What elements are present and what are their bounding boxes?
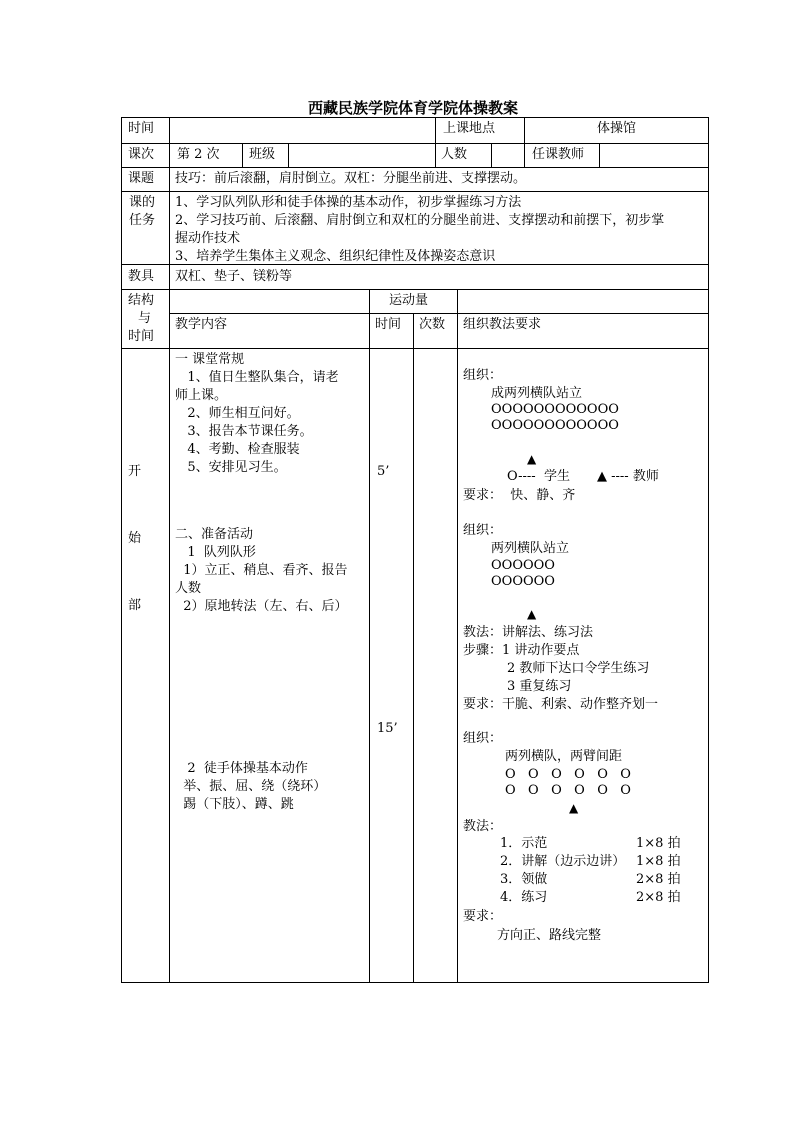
task-line: 1、学习队列队形和徒手体操的基本动作，初步掌握练习方法 (175, 195, 522, 210)
step-line: 步骤：1 讲动作要点 (463, 643, 580, 658)
formation-row: OOOOOO (491, 558, 555, 573)
formation-row: OOOOOO (491, 574, 555, 589)
requirement: 要求： 快、静、齐 (463, 488, 576, 503)
formation-row: O O O O O O (505, 783, 631, 798)
teacher-triangle-icon: ▲ (527, 607, 537, 621)
content-line: 1、值日生整队集合，请老 (175, 370, 339, 385)
content-line: 一 课堂常规 (175, 352, 245, 367)
structure-time-label: 与 (138, 311, 152, 326)
teacher-triangle-icon: ▲ (527, 452, 537, 466)
task-label-1: 课的 (129, 195, 156, 210)
content-line: 4、考勤、检查服装 (175, 442, 300, 457)
content-line: 二、准备活动 (175, 527, 254, 542)
org-desc: 成两列横队站立 (491, 386, 583, 401)
teacher-triangle-icon: ▲ (569, 801, 579, 815)
method-header: 组织教法要求 (463, 317, 542, 332)
teaching-method: 教法： (463, 819, 503, 834)
count-label: 人数 (441, 147, 468, 162)
method-step-beats: 2×8 拍 (636, 872, 681, 887)
content-line: 1 队列队形 (175, 545, 256, 560)
content-line: 踢（下肢）、蹲、跳 (175, 797, 294, 812)
content-line: 1）立正、稍息、看齐、报告 (175, 563, 348, 578)
content-line: 2）原地转法（左、右、后） (175, 599, 348, 614)
step-line: 2 教师下达口令学生练习 (507, 661, 650, 676)
method-step-beats: 1×8 拍 (636, 854, 681, 869)
task-line: 握动作技术 (175, 231, 241, 246)
task-line: 2、学习技巧前、后滚翻、肩肘倒立和双杠的分腿坐前进、支撑摆动和前摆下，初步掌 (175, 213, 665, 228)
time-header: 时间 (375, 317, 402, 332)
method-step-name: 2．讲解（边示边讲） (500, 854, 626, 869)
equipment-label: 教具 (128, 269, 155, 284)
topic-value: 技巧：前后滚翻，肩肘倒立。双杠：分腿坐前进、支撑摆动。 (175, 171, 527, 186)
requirement: 要求： (463, 909, 503, 924)
section-label: 始 (128, 531, 142, 546)
legend-student: O---- 学生 (507, 469, 570, 484)
exercise-load-header: 运动量 (389, 293, 429, 308)
method-step-name: 4．练习 (500, 890, 548, 905)
time-label: 时间 (128, 121, 155, 136)
section-label: 开 (128, 464, 142, 479)
structure-time-label: 时间 (128, 329, 155, 344)
method-step-name: 3．领做 (500, 872, 548, 887)
content-line: 师上课。 (175, 388, 228, 403)
task-label-2: 任务 (129, 213, 156, 228)
content-line: 举、振、屈、绕（绕环） (175, 779, 327, 794)
task-line: 3、培养学生集体主义观念、组织纪律性及体操姿态意识 (175, 249, 496, 264)
time-value: 5’ (377, 464, 390, 479)
class-label: 班级 (249, 147, 276, 162)
formation-row: OOOOOOOOOOOO (491, 418, 619, 433)
content-line: 5、安排见习生。 (175, 460, 287, 475)
org-desc: 两列横队站立 (491, 541, 570, 556)
equipment-value: 双杠、垫子、镁粉等 (175, 269, 293, 284)
method-step-name: 1．示范 (500, 836, 548, 851)
time-value: 15’ (377, 721, 398, 736)
org-label: 组织： (463, 523, 503, 538)
method-step-beats: 2×8 拍 (636, 890, 681, 905)
teaching-method: 教法：讲解法、练习法 (463, 625, 594, 640)
org-desc: 两列横队，两臂间距 (505, 749, 623, 764)
legend-teacher: ▲ ---- 教师 (597, 469, 659, 484)
teacher-label: 任课教师 (532, 147, 585, 162)
org-label: 组织： (463, 731, 503, 746)
requirement-desc: 方向正、路线完整 (497, 928, 602, 943)
content-line: 2、师生相互问好。 (175, 406, 300, 421)
session-label: 课次 (128, 147, 155, 162)
requirement: 要求：干脆、利索、动作整齐划一 (463, 697, 659, 712)
formation-row: O O O O O O (505, 767, 631, 782)
page-title: 西藏民族学院体育学院体操教案 (307, 99, 518, 117)
content-line: 2 徒手体操基本动作 (175, 761, 308, 776)
location-value: 体操馆 (597, 121, 637, 136)
section-label: 部 (128, 598, 142, 613)
count-header: 次数 (419, 317, 446, 332)
org-label: 组织： (463, 368, 503, 383)
session-value: 第 2 次 (177, 147, 220, 162)
topic-label: 课题 (128, 171, 155, 186)
content-line: 人数 (175, 581, 202, 596)
content-header: 教学内容 (175, 317, 228, 332)
method-step-beats: 1×8 拍 (636, 836, 681, 851)
step-line: 3 重复练习 (507, 679, 572, 694)
content-line: 3、报告本节课任务。 (175, 424, 313, 439)
location-label: 上课地点 (443, 121, 496, 136)
formation-row: OOOOOOOOOOOO (491, 402, 619, 417)
structure-time-label: 结构 (128, 293, 155, 308)
